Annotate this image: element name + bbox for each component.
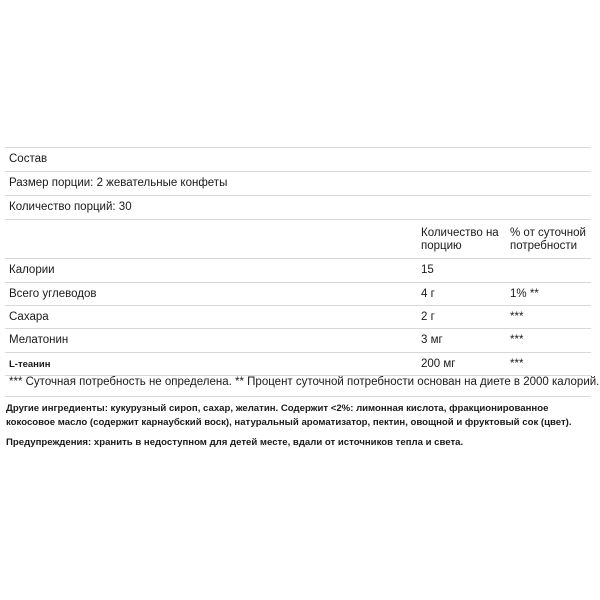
column-header-row <box>5 220 591 259</box>
nutrient-daily-value: *** <box>506 329 591 353</box>
supplement-facts-table <box>5 147 591 376</box>
table-row <box>5 283 591 306</box>
warnings: Предупреждения: хранить в недоступном для детей месте, вдали от источников тепла и света. <box>6 437 464 448</box>
nutrient-amount: 200 мг <box>417 353 506 376</box>
nutrient-name: Мелатонин <box>5 329 417 353</box>
facts-title: Состав <box>5 148 591 172</box>
table-row <box>5 259 591 283</box>
header-daily-value: % от суточной потребности <box>506 220 591 259</box>
nutrient-amount: 15 <box>417 259 506 283</box>
nutrient-amount: 2 г <box>417 306 506 329</box>
servings-per-container: Количество порций: 30 <box>5 196 591 220</box>
daily-value-footnote: *** Суточная потребность не определена. ** Процент суточной потребности основан на диете в 2000 калорий. <box>9 376 600 388</box>
servings-per-container-row <box>5 196 591 220</box>
other-ingredients: Другие ингредиенты: кукурузный сироп, сахар, желатин. Содержит <2%: лимонная кислота, фракционированное кокосовое масло (содержит карнаубский воск), натуральный ароматизатор, пектин, овощной и фруктовый сок (цвет). <box>6 403 572 428</box>
divider <box>5 396 591 397</box>
table-row <box>5 353 591 376</box>
nutrient-name: Сахара <box>5 306 417 329</box>
table-row <box>5 306 591 329</box>
serving-size-row <box>5 172 591 196</box>
nutrient-daily-value: *** <box>506 306 591 329</box>
nutrient-daily-value: 1% ** <box>506 283 591 306</box>
nutrient-amount: 4 г <box>417 283 506 306</box>
header-empty-cell <box>5 220 417 259</box>
nutrient-name: L-теанин <box>5 353 417 376</box>
table-row <box>5 329 591 353</box>
nutrient-name: Всего углеводов <box>5 283 417 306</box>
nutrient-name: Калории <box>5 259 417 283</box>
facts-title-row <box>5 148 591 172</box>
serving-size: Размер порции: 2 жевательные конфеты <box>5 172 591 196</box>
nutrient-amount: 3 мг <box>417 329 506 353</box>
nutrient-daily-value <box>506 259 591 283</box>
nutrient-daily-value: *** <box>506 353 591 376</box>
header-amount: Количество на порцию <box>417 220 506 259</box>
